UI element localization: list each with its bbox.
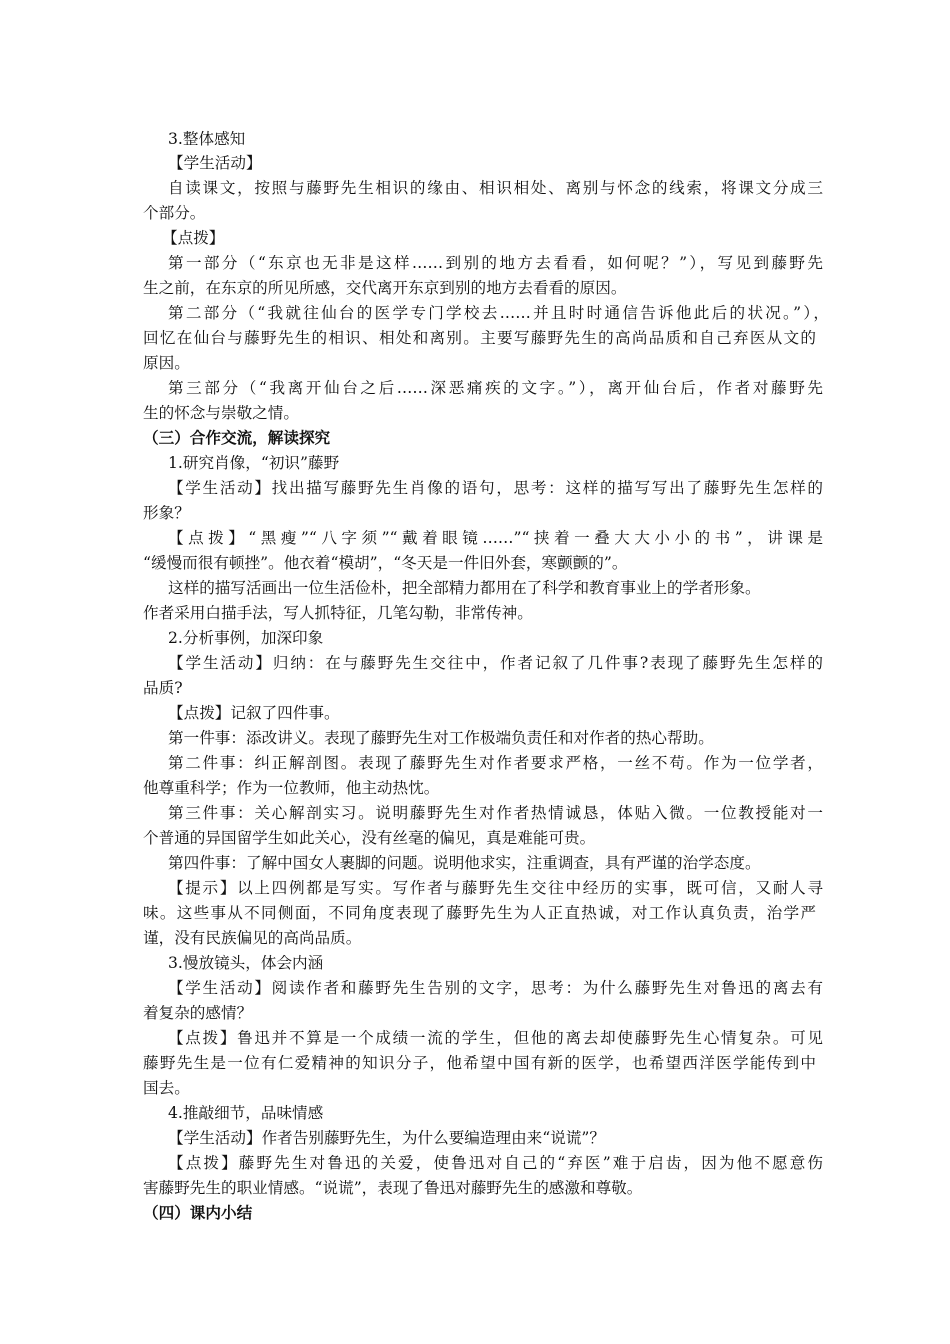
text-line: 原因。 xyxy=(143,354,190,372)
text-line: 【学生活动】找出描写藤野先生肖像的语句，思考：这样的描写写出了藤野先生怎样的 xyxy=(168,479,823,497)
text-line: 4.推敲细节，品味情感 xyxy=(168,1104,324,1122)
text-line: 第三部分（“我离开仙台之后……深恶痛疾的文字。”），离开仙台后，作者对藤野先 xyxy=(168,379,823,397)
section-heading: （三）合作交流，解读探究 xyxy=(143,428,331,447)
text-line: 自读课文，按照与藤野先生相识的缘由、相识相处、离别与怀念的线索，将课文分成三 xyxy=(168,179,823,197)
text-line: 谨，没有民族偏见的高尚品质。 xyxy=(143,929,362,947)
text-line: 回忆在仙台与藤野先生的相识、相处和离别。主要写藤野先生的高尚品质和自己弃医从文的 xyxy=(143,329,816,347)
text-line: 第四件事：了解中国女人裹脚的问题。说明他求实，注重调查，具有严谨的治学态度。 xyxy=(168,854,761,872)
section-heading: （四）课内小结 xyxy=(143,1203,253,1222)
text-line: 味。这些事从不同侧面，不同角度表现了藤野先生为人正直热诚，对工作认真负责，治学严 xyxy=(143,904,816,922)
text-line: 【点拨】 xyxy=(162,229,225,247)
text-line: 第二件事：纠正解剖图。表现了藤野先生对作者要求严格，一丝不苟。作为一位学者， xyxy=(168,754,823,772)
text-line: 【提示】以上四例都是写实。写作者与藤野先生交往中经历的实事，既可信，又耐人寻 xyxy=(168,879,823,897)
text-line: 第二部分（“我就往仙台的医学专门学校去……并且时时通信告诉他此后的状况。”）， xyxy=(168,304,829,322)
text-line: 【学生活动】阅读作者和藤野先生告别的文字，思考：为什么藤野先生对鲁迅的离去有 xyxy=(168,979,823,997)
text-line: 第一部分（“东京也无非是这样……到别的地方去看看，如何呢？”），写见到藤野先 xyxy=(168,254,823,272)
text-line: 生之前，在东京的所见所感，交代离开东京到别的地方去看看的原因。 xyxy=(143,279,627,297)
text-line: 作者采用白描手法，写人抓特征，几笔勾勒，非常传神。 xyxy=(143,604,533,622)
text-line: 品质? xyxy=(143,679,183,697)
text-line: 【点拨】藤野先生对鲁迅的关爱，使鲁迅对自己的“弃医”难于启齿，因为他不愿意伤 xyxy=(168,1154,823,1172)
text-line: 藤野先生是一位有仁爱精神的知识分子，他希望中国有新的医学，也希望西洋医学能传到中 xyxy=(143,1054,816,1072)
text-line: 害藤野先生的职业情感。“说谎”，表现了鲁迅对藤野先生的感激和尊敬。 xyxy=(143,1179,643,1197)
text-line: 【点拨】鲁迅并不算是一个成绩一流的学生，但他的离去却使藤野先生心情复杂。可见 xyxy=(168,1029,823,1047)
text-line: 1.研究肖像，“初识”藤野 xyxy=(168,454,340,472)
text-line: 【学生活动】作者告别藤野先生，为什么要编造理由来“说谎”？ xyxy=(168,1129,605,1147)
text-line: 2.分析事例，加深印象 xyxy=(168,629,324,647)
text-line: 第三件事：关心解剖实习。说明藤野先生对作者热情诚恳，体贴入微。一位教授能对一 xyxy=(168,804,823,822)
text-line: 形象？ xyxy=(143,504,190,522)
text-line: 着复杂的感情？ xyxy=(143,1004,253,1022)
text-line: 国去。 xyxy=(143,1079,190,1097)
text-line: 他尊重科学；作为一位教师，他主动热忱。 xyxy=(143,779,440,797)
text-line: 【学生活动】 xyxy=(168,154,262,172)
text-line: “缓慢而很有顿挫”。他衣着“模胡”，“冬天是一件旧外套，寒颤颤的”。 xyxy=(143,554,628,572)
text-line: 3.整体感知 xyxy=(168,130,246,148)
text-line: 【学生活动】归纳：在与藤野先生交往中，作者记叙了几件事?表现了藤野先生怎样的 xyxy=(168,654,823,672)
text-line: 生的怀念与崇敬之情。 xyxy=(143,404,299,422)
text-line: 3.慢放镜头，体会内涵 xyxy=(168,954,324,972)
text-line: 个部分。 xyxy=(143,204,206,222)
text-line: 第一件事：添改讲义。表现了藤野先生对工作极端负责任和对作者的热心帮助。 xyxy=(168,729,714,747)
text-line: 【点拨】记叙了四件事。 xyxy=(168,704,340,722)
text-line: 个普通的异国留学生如此关心，没有丝毫的偏见，真是难能可贵。 xyxy=(143,829,596,847)
text-line: 【点拨】“黑瘦”“八字须”“戴着眼镜……”“挟着一叠大大小小的书”，讲课是 xyxy=(168,529,823,547)
text-line: 这样的描写活画出一位生活俭朴，把全部精力都用在了科学和教育事业上的学者形象。 xyxy=(168,579,761,597)
